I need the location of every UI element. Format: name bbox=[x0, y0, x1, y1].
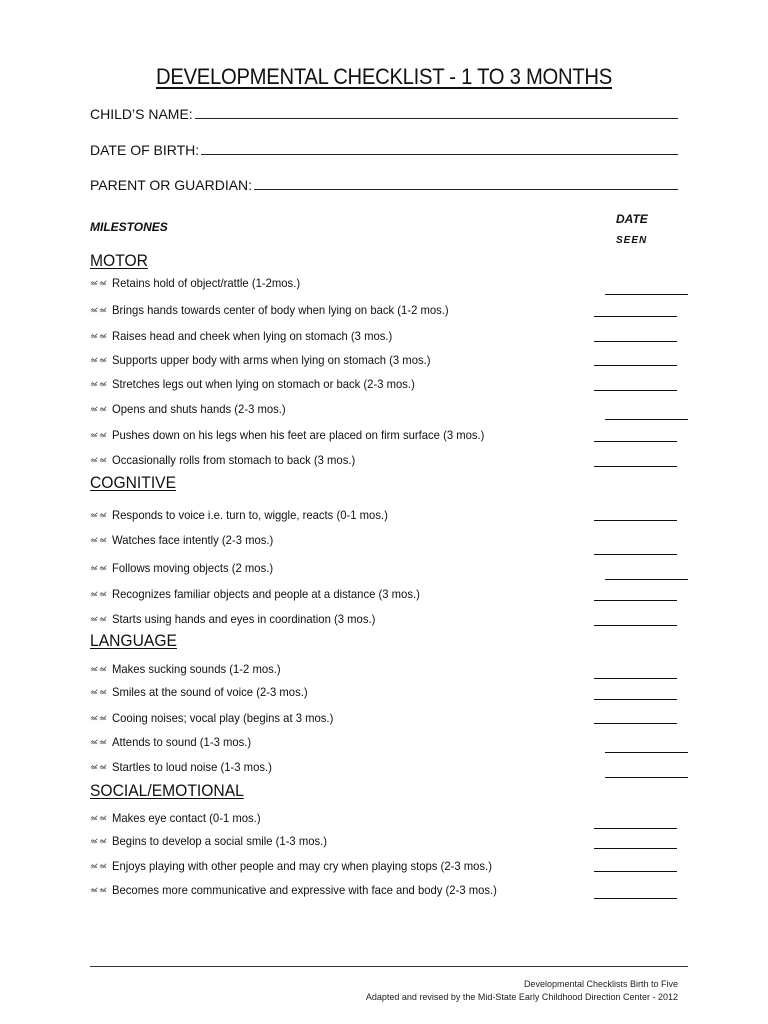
milestone-text: Opens and shuts hands (2-3 mos.) bbox=[112, 402, 286, 416]
date-seen-blank[interactable] bbox=[594, 723, 677, 724]
parent-guardian-field[interactable] bbox=[90, 177, 678, 193]
milestone-item-social-3 bbox=[90, 857, 516, 875]
hand-check-icon bbox=[90, 834, 108, 848]
milestone-text: Follows moving objects (2 mos.) bbox=[112, 561, 274, 575]
date-seen-blank[interactable] bbox=[594, 390, 677, 391]
milestone-text: Stretches legs out when lying on stomach or back (2-3 mos.) bbox=[112, 377, 415, 391]
child-name-label: CHILD’S NAME: bbox=[90, 106, 193, 122]
milestone-item-motor-3 bbox=[90, 327, 410, 345]
date-seen-blank[interactable] bbox=[594, 848, 677, 849]
date-seen-blank[interactable] bbox=[605, 777, 688, 778]
milestone-text: Makes eye contact (0-1 mos.) bbox=[112, 811, 261, 825]
footer-source: Developmental Checklists Birth to Five bbox=[523, 979, 678, 989]
date-seen-blank[interactable] bbox=[594, 520, 677, 521]
milestone-item-language-4 bbox=[90, 733, 260, 751]
date-seen-blank[interactable] bbox=[594, 365, 677, 366]
date-seen-blank[interactable] bbox=[594, 678, 677, 679]
hand-check-icon bbox=[90, 402, 108, 416]
date-seen-blank[interactable] bbox=[594, 898, 677, 899]
milestone-text: Becomes more communicative and expressive with face and body (2-3 mos.) bbox=[112, 883, 497, 897]
milestone-text: Startles to loud noise (1-3 mos.) bbox=[112, 760, 272, 774]
hand-check-icon bbox=[90, 508, 108, 522]
section-title-motor: MOTOR bbox=[90, 251, 148, 270]
milestone-item-motor-1 bbox=[90, 274, 312, 292]
milestone-item-motor-6 bbox=[90, 400, 297, 418]
milestone-text: Occasionally rolls from stomach to back (3 mos.) bbox=[112, 453, 356, 467]
hand-check-icon bbox=[90, 587, 108, 601]
footer-credit: Adapted and revised by the Mid-State Early Childhood Direction Center - 2012 bbox=[365, 992, 678, 1002]
milestone-item-cognitive-2 bbox=[90, 531, 284, 549]
milestone-text: Smiles at the sound of voice (2-3 mos.) bbox=[112, 685, 308, 699]
milestone-text: Supports upper body with arms when lying on stomach (3 mos.) bbox=[112, 353, 431, 367]
hand-check-icon bbox=[90, 883, 108, 897]
section-title-cognitive: COGNITIVE bbox=[90, 473, 177, 492]
hand-check-icon bbox=[90, 685, 108, 699]
date-of-birth-label: DATE OF BIRTH: bbox=[90, 142, 200, 158]
milestone-text: Watches face intently (2-3 mos.) bbox=[112, 533, 274, 547]
date-seen-blank[interactable] bbox=[605, 294, 688, 295]
page-title: DEVELOPMENTAL CHECKLIST - 1 TO 3 MONTHS bbox=[155, 64, 613, 89]
footer-divider bbox=[90, 966, 688, 967]
child-name-field[interactable] bbox=[90, 106, 678, 122]
hand-check-icon bbox=[90, 859, 108, 873]
hand-check-icon bbox=[90, 377, 108, 391]
hand-check-icon bbox=[90, 329, 108, 343]
hand-check-icon bbox=[90, 662, 108, 676]
hand-check-icon bbox=[90, 711, 108, 725]
date-seen-blank[interactable] bbox=[594, 828, 677, 829]
hand-check-icon bbox=[90, 811, 108, 825]
milestone-text: Raises head and cheek when lying on stomach (3 mos.) bbox=[112, 329, 393, 343]
parent-guardian-label: PARENT OR GUARDIAN: bbox=[90, 177, 253, 193]
milestone-item-motor-2 bbox=[90, 301, 470, 319]
milestone-text: Makes sucking sounds (1-2 mos.) bbox=[112, 662, 281, 676]
milestone-item-motor-5 bbox=[90, 375, 434, 393]
date-seen-blank[interactable] bbox=[594, 341, 677, 342]
milestone-text: Cooing noises; vocal play (begins at 3 mos.) bbox=[112, 711, 334, 725]
milestone-item-language-1 bbox=[90, 660, 291, 678]
date-seen-blank[interactable] bbox=[605, 419, 688, 420]
milestone-text: Enjoys playing with other people and may cry when playing stops (2-3 mos.) bbox=[112, 859, 492, 873]
milestone-item-social-1 bbox=[90, 809, 270, 827]
hand-check-icon bbox=[90, 453, 108, 467]
milestone-item-motor-4 bbox=[90, 351, 451, 369]
milestone-item-language-3 bbox=[90, 709, 347, 727]
date-seen-blank[interactable] bbox=[594, 441, 677, 442]
milestone-text: Pushes down on his legs when his feet are placed on firm surface (3 mos.) bbox=[112, 428, 485, 442]
date-header-cut-label: SEEN bbox=[616, 235, 648, 246]
milestone-item-social-4 bbox=[90, 881, 522, 899]
milestone-item-cognitive-1 bbox=[90, 506, 405, 524]
hand-check-icon bbox=[90, 276, 108, 290]
hand-check-icon bbox=[90, 428, 108, 442]
milestones-header: MILESTONES bbox=[90, 220, 168, 234]
milestone-text: Starts using hands and eyes in coordination (3 mos.) bbox=[112, 612, 376, 626]
hand-check-icon bbox=[90, 612, 108, 626]
date-seen-blank[interactable] bbox=[594, 625, 677, 626]
milestone-text: Brings hands towards center of body when lying on back (1-2 mos.) bbox=[112, 303, 449, 317]
date-seen-blank[interactable] bbox=[594, 871, 677, 872]
milestone-item-cognitive-3 bbox=[90, 559, 283, 577]
milestone-item-motor-8 bbox=[90, 451, 371, 469]
date-seen-blank[interactable] bbox=[594, 600, 677, 601]
date-seen-blank[interactable] bbox=[605, 579, 688, 580]
hand-check-icon bbox=[90, 353, 108, 367]
milestone-item-language-2 bbox=[90, 683, 320, 701]
hand-check-icon bbox=[90, 735, 108, 749]
milestone-item-motor-7 bbox=[90, 426, 508, 444]
date-of-birth-field[interactable] bbox=[90, 142, 678, 158]
date-seen-blank[interactable] bbox=[594, 316, 677, 317]
milestone-item-cognitive-4 bbox=[90, 585, 440, 603]
milestone-item-social-2 bbox=[90, 832, 341, 850]
milestone-item-language-5 bbox=[90, 758, 282, 776]
section-title-language: LANGUAGE bbox=[90, 631, 177, 650]
milestone-text: Begins to develop a social smile (1-3 mos.) bbox=[112, 834, 328, 848]
milestone-text: Retains hold of object/rattle (1-2mos.) bbox=[112, 276, 301, 290]
hand-check-icon bbox=[90, 561, 108, 575]
hand-check-icon bbox=[90, 533, 108, 547]
milestone-item-cognitive-5 bbox=[90, 610, 392, 628]
milestone-text: Responds to voice i.e. turn to, wiggle, reacts (0-1 mos.) bbox=[112, 508, 388, 522]
milestone-text: Recognizes familiar objects and people at a distance (3 mos.) bbox=[112, 587, 420, 601]
section-title-social-emotional: SOCIAL/EMOTIONAL bbox=[90, 781, 244, 800]
hand-check-icon bbox=[90, 303, 108, 317]
date-seen-blank[interactable] bbox=[594, 466, 677, 467]
date-seen-header bbox=[616, 211, 676, 246]
milestone-text: Attends to sound (1-3 mos.) bbox=[112, 735, 252, 749]
date-header-label: DATE bbox=[616, 212, 648, 226]
date-seen-blank[interactable] bbox=[594, 554, 677, 555]
date-seen-blank[interactable] bbox=[605, 752, 688, 753]
date-seen-blank[interactable] bbox=[594, 699, 677, 700]
hand-check-icon bbox=[90, 760, 108, 774]
